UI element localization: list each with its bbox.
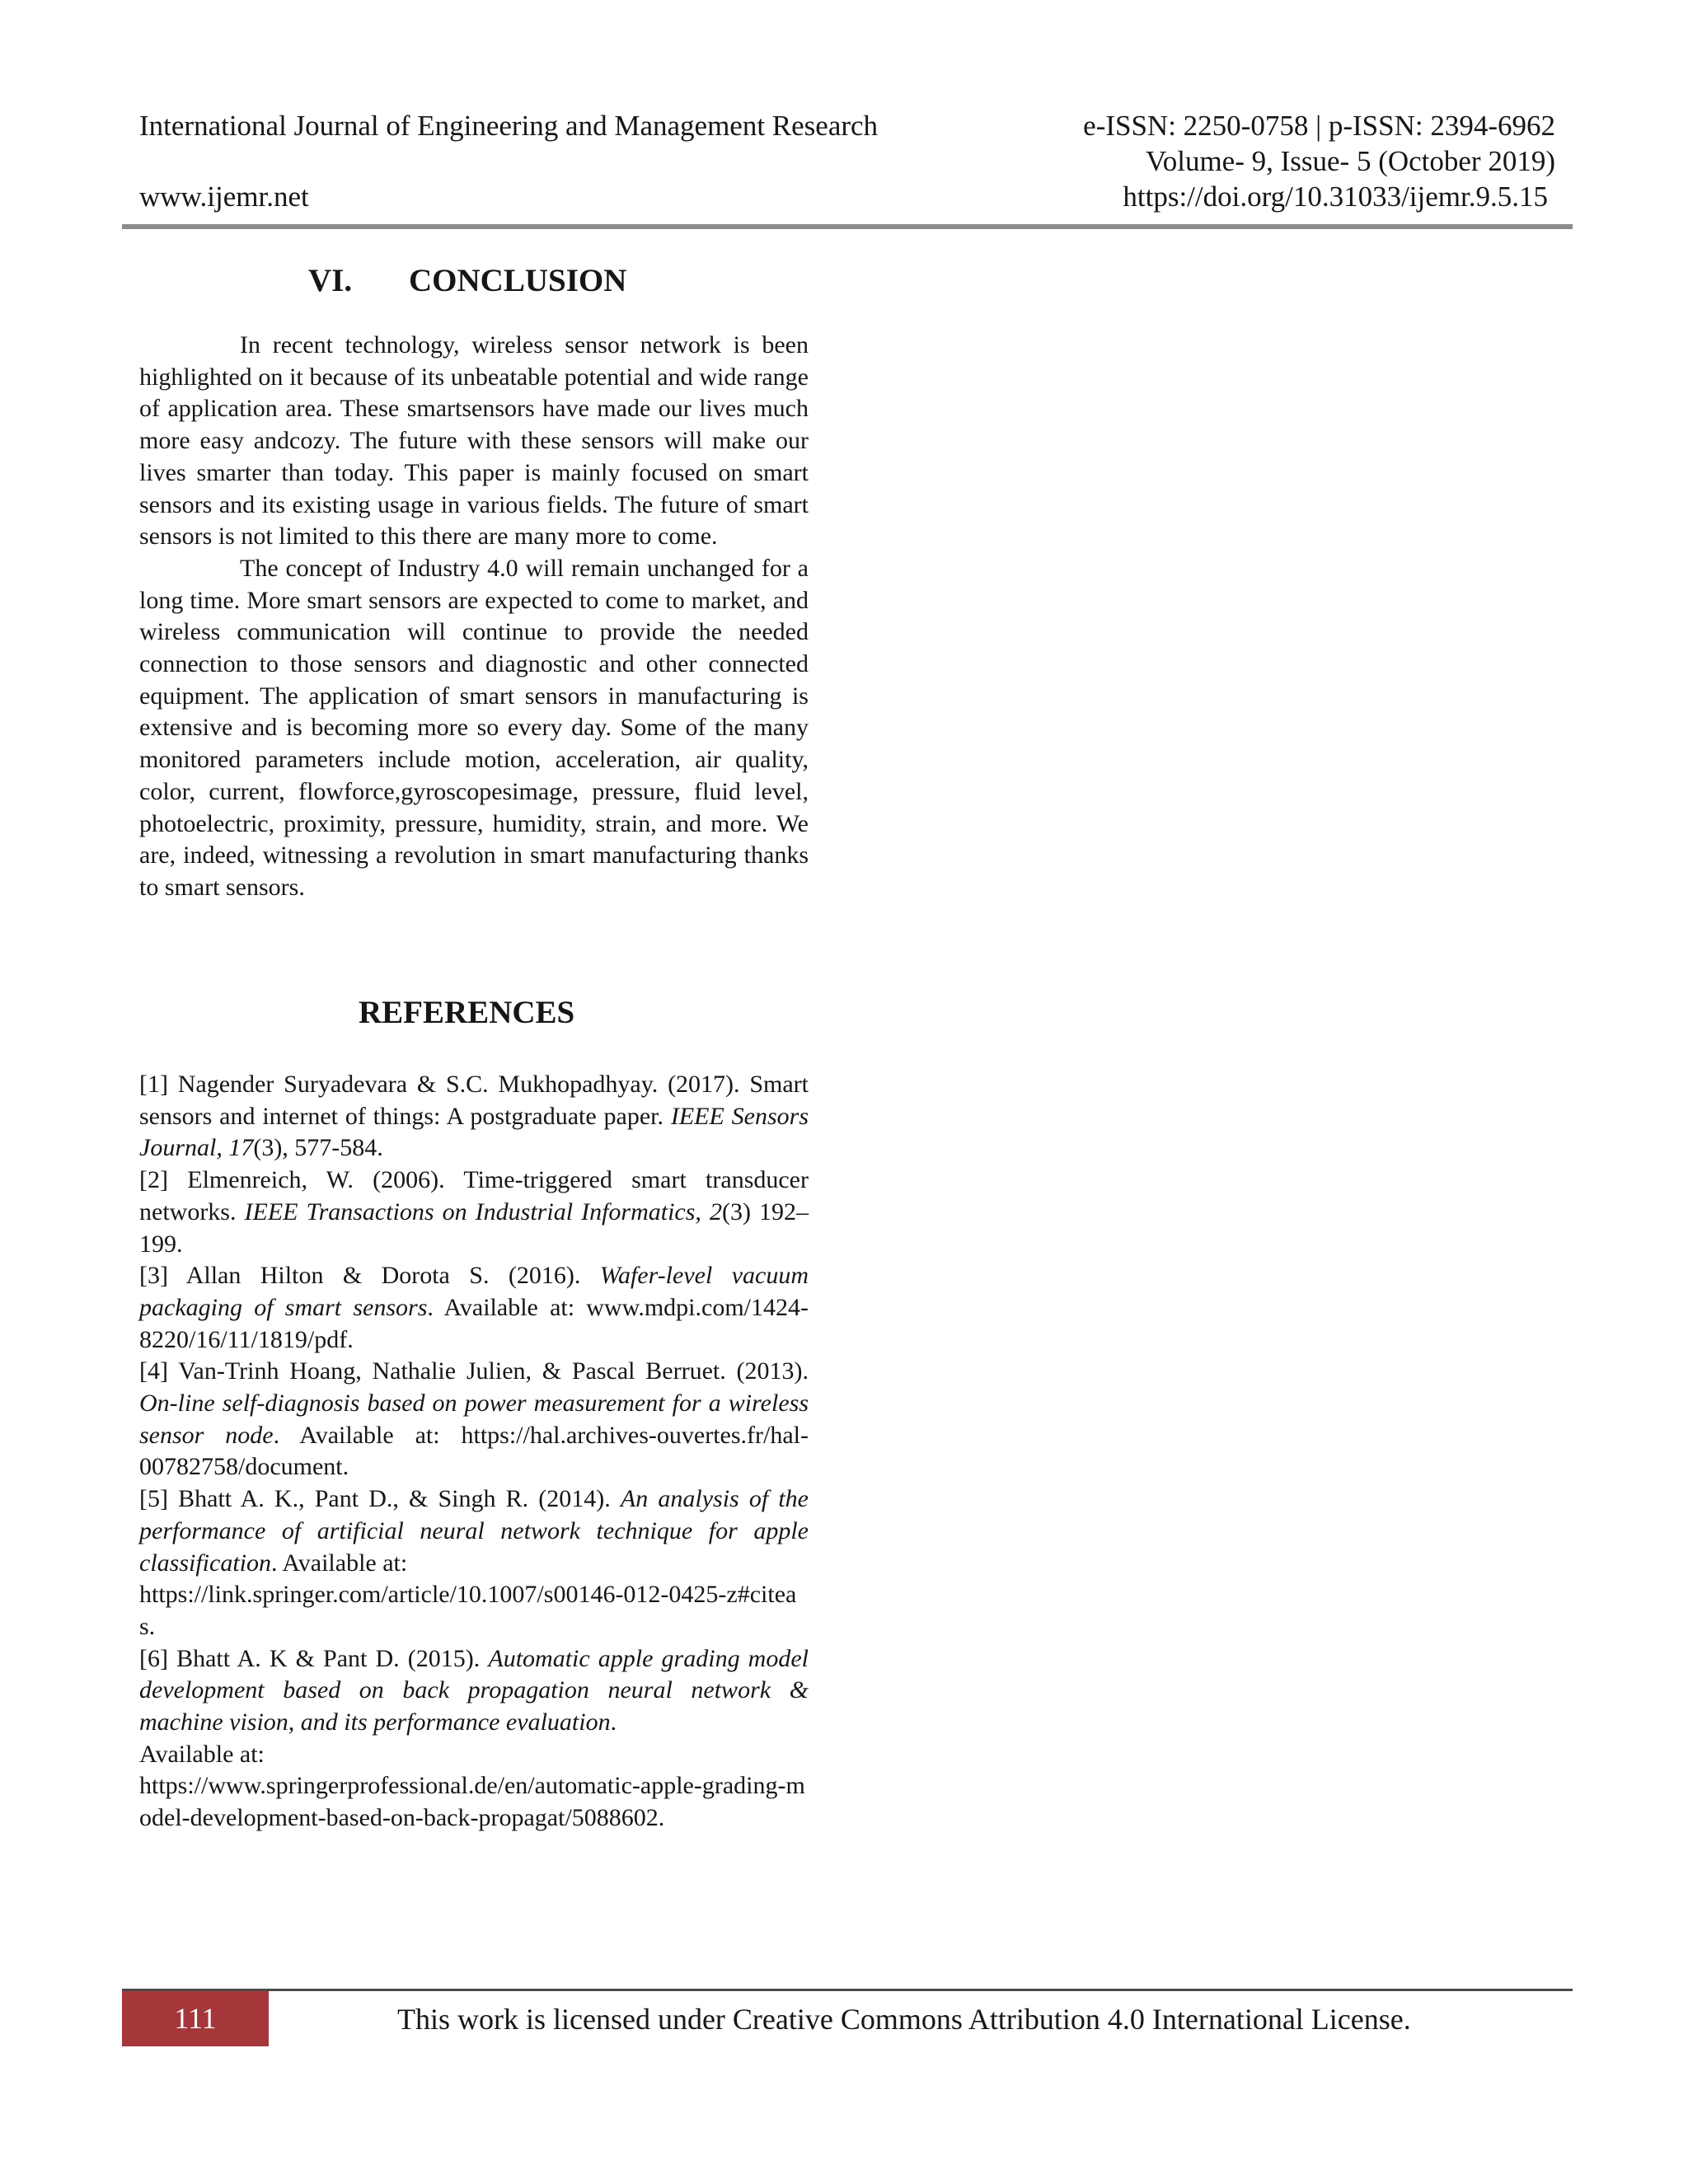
references-title: REFERENCES — [359, 995, 575, 1030]
license-notice: This work is licensed under Creative Commons Attribution 4.0 International License. — [397, 2003, 1411, 2036]
reference-text: . Available at: — [271, 1549, 408, 1577]
reference-url[interactable]: https://link.springer.com/article/10.1007/s00146-012-0425-z#citeas. — [139, 1581, 797, 1640]
reference-source: IEEE Transactions on Industrial Informatics, 2 — [244, 1197, 722, 1226]
footer-divider — [122, 1989, 1573, 1991]
section-title: CONCLUSION — [409, 263, 627, 298]
reference-text: . Available at: www.mdpi.com/1424-8220/16/11/1819/pdf. — [139, 1293, 809, 1353]
doi-link[interactable]: https://doi.org/10.31033/ijemr.9.5.15 — [1123, 180, 1548, 213]
reference-item — [139, 1643, 809, 1835]
reference-source: Wafer-level vacuum packaging of smart sensors — [139, 1262, 809, 1321]
volume-issue: Volume- 9, Issue- 5 (October 2019) — [1145, 145, 1555, 177]
reference-source: Automatic apple grading model development based on back propagation neural network & machine vision, and its performance evaluation — [139, 1644, 809, 1736]
reference-list — [139, 1069, 809, 1835]
reference-source: An analysis of the performance of artificial neural network technique for apple classification — [139, 1485, 809, 1577]
reference-text: [3] Allan Hilton & Dorota S. (2016). — [139, 1262, 600, 1290]
reference-item — [139, 1483, 809, 1643]
reference-text: [2] Elmenreich, W. (2006). Time-triggered smart transducer networks. — [139, 1166, 809, 1226]
reference-text: . Available at: https://hal.archives-ouvertes.fr/hal-00782758/document. — [139, 1421, 809, 1481]
reference-item — [139, 1165, 809, 1260]
reference-source: On-line self-diagnosis based on power measurement for a wireless sensor node — [139, 1390, 809, 1449]
reference-text: (3) 192–199. — [139, 1197, 809, 1258]
reference-item — [139, 1260, 809, 1356]
reference-text: [5] Bhatt A. K., Pant D., & Singh R. (2014). — [139, 1485, 621, 1513]
conclusion-paragraph: The concept of Industry 4.0 will remain unchanged for a long time. More smart sensors are expected to come to market, and wireless communication will continue to provide the needed connection to those sensors and diagnostic and other connected equipment. The application of smart sensors in manufacturing is extensive and is becoming more so every day. Some of the many monitored parameters include motion, acceleration, air quality, color, current, flowforce,gyroscopesimage, pressure, fluid level, photoelectric, proximity, pressure, humidity, strain, and more. We are, indeed, witnessing a revolution in smart manufacturing thanks to smart sensors. — [139, 554, 809, 901]
reference-item — [139, 1356, 809, 1483]
reference-text: [6] Bhatt A. K & Pant D. (2015). — [139, 1644, 489, 1672]
reference-text: . — [610, 1708, 617, 1736]
page-number: 111 — [122, 1991, 269, 2046]
reference-text: [4] Van-Trinh Hoang, Nathalie Julien, & Pascal Berruet. (2013). — [139, 1357, 809, 1385]
reference-url[interactable]: https://www.springerprofessional.de/en/automatic-apple-grading-model-development-based-on-back-propagat/5088602. — [139, 1772, 805, 1832]
reference-text: (3), 577-584. — [253, 1134, 383, 1162]
journal-name: International Journal of Engineering and Management Research — [139, 110, 879, 142]
header-divider — [122, 224, 1573, 229]
journal-website[interactable]: www.ijemr.net — [139, 180, 309, 213]
reference-text: Available at: — [139, 1740, 265, 1768]
conclusion-paragraph: In recent technology, wireless sensor network is been highlighted on it because of its unbeatable potential and wide range of application area. These smartsensors have made our lives much more easy andcozy. The future with these sensors will make our lives smarter than today. This paper is mainly focused on smart sensors and its existing usage in various fields. The future of smart sensors is not limited to this there are many more to come. — [139, 331, 809, 551]
section-number: VI. — [308, 263, 353, 298]
reference-source: IEEE Sensors Journal, 17 — [139, 1102, 809, 1162]
reference-item — [139, 1069, 809, 1165]
issn-line: e-ISSN: 2250-0758 | p-ISSN: 2394-6962 — [1083, 110, 1555, 142]
reference-text: [1] Nagender Suryadevara & S.C. Mukhopadhyay. (2017). Smart sensors and internet of things: A postgraduate paper. — [139, 1071, 809, 1130]
conclusion-body — [139, 330, 809, 904]
